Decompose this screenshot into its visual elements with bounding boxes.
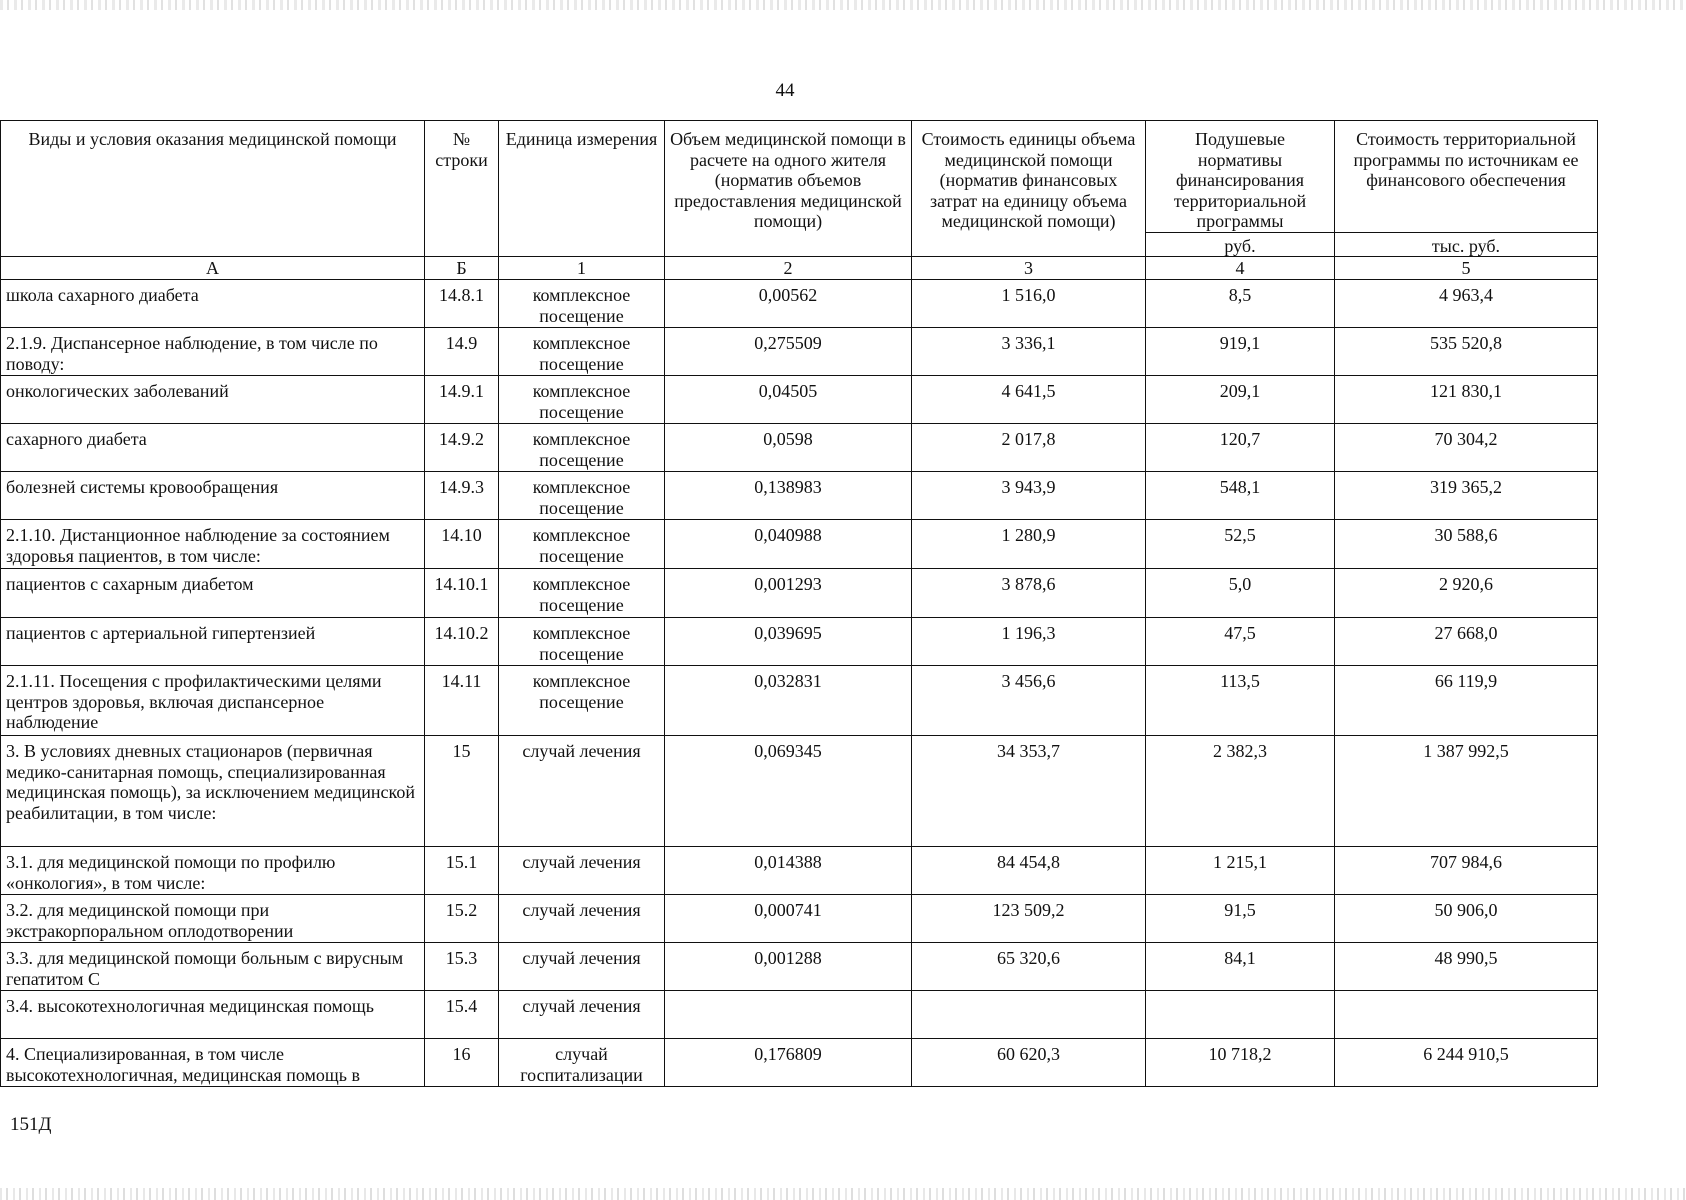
row-volume: 0,176809	[665, 1039, 912, 1087]
row-volume: 0,04505	[665, 376, 912, 424]
row-name: болезней системы кровообращения	[1, 472, 425, 520]
table-row	[1, 618, 1598, 666]
row-per-capita: 120,7	[1146, 424, 1335, 472]
column-letter: 4	[1146, 257, 1335, 280]
row-unit: комплексное посещение	[499, 618, 665, 666]
row-per-capita: 52,5	[1146, 520, 1335, 569]
header-col-a: Виды и условия оказания медицинской помощи	[1, 121, 425, 257]
row-volume	[665, 991, 912, 1039]
row-total: 66 119,9	[1335, 666, 1598, 736]
row-number: 15.4	[425, 991, 499, 1039]
row-unit-cost: 1 196,3	[912, 618, 1146, 666]
row-unit-cost: 4 641,5	[912, 376, 1146, 424]
row-name: онкологических заболеваний	[1, 376, 425, 424]
row-number: 15.1	[425, 847, 499, 895]
row-total: 4 963,4	[1335, 280, 1598, 328]
table-row	[1, 666, 1598, 736]
row-total: 30 588,6	[1335, 520, 1598, 569]
table-row	[1, 569, 1598, 618]
row-per-capita: 47,5	[1146, 618, 1335, 666]
column-letter: А	[1, 257, 425, 280]
unit-col-4: руб.	[1146, 232, 1335, 257]
row-unit-cost: 3 878,6	[912, 569, 1146, 618]
table-row	[1, 520, 1598, 569]
header-col-5: Стоимость территориальной программы по источникам ее финансового обеспечения	[1335, 121, 1598, 233]
row-volume: 0,032831	[665, 666, 912, 736]
row-number: 14.10	[425, 520, 499, 569]
column-letter: 2	[665, 257, 912, 280]
table-row	[1, 895, 1598, 943]
row-unit: случай лечения	[499, 895, 665, 943]
row-per-capita: 2 382,3	[1146, 736, 1335, 847]
row-total: 27 668,0	[1335, 618, 1598, 666]
row-name: школа сахарного диабета	[1, 280, 425, 328]
footer-code: 151Д	[10, 1114, 52, 1135]
row-name: 2.1.11. Посещения с профилактическими целями центров здоровья, включая диспансерное наблюдение	[1, 666, 425, 736]
row-volume: 0,039695	[665, 618, 912, 666]
row-per-capita: 10 718,2	[1146, 1039, 1335, 1087]
row-total	[1335, 991, 1598, 1039]
row-unit-cost: 60 620,3	[912, 1039, 1146, 1087]
row-volume: 0,000741	[665, 895, 912, 943]
table-row	[1, 736, 1598, 847]
row-total: 50 906,0	[1335, 895, 1598, 943]
row-unit: случай лечения	[499, 847, 665, 895]
header-row	[1, 121, 1598, 233]
row-volume: 0,0598	[665, 424, 912, 472]
row-unit: комплексное посещение	[499, 520, 665, 569]
row-number: 14.9.3	[425, 472, 499, 520]
row-name: 3.1. для медицинской помощи по профилю «онкология», в том числе:	[1, 847, 425, 895]
row-unit: случай лечения	[499, 943, 665, 991]
row-per-capita: 548,1	[1146, 472, 1335, 520]
column-letter: 1	[499, 257, 665, 280]
column-letter-row	[1, 257, 1598, 280]
row-volume: 0,001288	[665, 943, 912, 991]
row-total: 535 520,8	[1335, 328, 1598, 376]
table-row	[1, 1039, 1598, 1087]
row-name: 3.3. для медицинской помощи больным с вирусным гепатитом С	[1, 943, 425, 991]
row-number: 14.8.1	[425, 280, 499, 328]
row-volume: 0,001293	[665, 569, 912, 618]
row-unit: комплексное посещение	[499, 328, 665, 376]
row-unit: случай лечения	[499, 736, 665, 847]
row-number: 14.10.1	[425, 569, 499, 618]
row-unit-cost: 65 320,6	[912, 943, 1146, 991]
row-name: 4. Специализированная, в том числе высокотехнологичная, медицинская помощь в	[1, 1039, 425, 1087]
row-name: 3.2. для медицинской помощи при экстракорпоральном оплодотворении	[1, 895, 425, 943]
row-unit: комплексное посещение	[499, 280, 665, 328]
row-total: 6 244 910,5	[1335, 1039, 1598, 1087]
row-unit: комплексное посещение	[499, 424, 665, 472]
row-number: 15	[425, 736, 499, 847]
table-row	[1, 472, 1598, 520]
table-row	[1, 328, 1598, 376]
row-number: 15.3	[425, 943, 499, 991]
page-number: 44	[775, 80, 795, 101]
row-unit-cost: 2 017,8	[912, 424, 1146, 472]
row-number: 14.11	[425, 666, 499, 736]
row-number: 14.9.1	[425, 376, 499, 424]
column-letter: Б	[425, 257, 499, 280]
row-per-capita: 84,1	[1146, 943, 1335, 991]
header-col-1: Единица измерения	[499, 121, 665, 257]
row-volume: 0,014388	[665, 847, 912, 895]
row-name: пациентов с сахарным диабетом	[1, 569, 425, 618]
table-row	[1, 376, 1598, 424]
row-unit: случай госпитализации	[499, 1039, 665, 1087]
row-name: 3. В условиях дневных стационаров (первичная медико-санитарная помощь, специализированная медицинская помощь), за исключением медицинской реабилитации, в том числе:	[1, 736, 425, 847]
row-total: 48 990,5	[1335, 943, 1598, 991]
row-total: 319 365,2	[1335, 472, 1598, 520]
row-unit-cost: 123 509,2	[912, 895, 1146, 943]
unit-col-5: тыс. руб.	[1335, 232, 1598, 257]
row-name: 2.1.10. Дистанционное наблюдение за состоянием здоровья пациентов, в том числе:	[1, 520, 425, 569]
row-per-capita: 209,1	[1146, 376, 1335, 424]
row-volume: 0,275509	[665, 328, 912, 376]
table-row	[1, 280, 1598, 328]
row-unit-cost: 1 280,9	[912, 520, 1146, 569]
row-name: сахарного диабета	[1, 424, 425, 472]
row-unit-cost	[912, 991, 1146, 1039]
row-unit: комплексное посещение	[499, 666, 665, 736]
row-per-capita: 5,0	[1146, 569, 1335, 618]
table-row	[1, 943, 1598, 991]
row-unit-cost: 34 353,7	[912, 736, 1146, 847]
row-per-capita	[1146, 991, 1335, 1039]
table-row	[1, 991, 1598, 1039]
scan-edge-bottom	[0, 1188, 1686, 1200]
header-col-2: Объем медицинской помощи в расчете на одного жителя (норматив объемов предоставления медицинской помощи)	[665, 121, 912, 257]
row-total: 121 830,1	[1335, 376, 1598, 424]
table-row	[1, 424, 1598, 472]
row-per-capita: 113,5	[1146, 666, 1335, 736]
row-total: 2 920,6	[1335, 569, 1598, 618]
row-total: 70 304,2	[1335, 424, 1598, 472]
row-unit-cost: 3 943,9	[912, 472, 1146, 520]
row-total: 707 984,6	[1335, 847, 1598, 895]
row-volume: 0,138983	[665, 472, 912, 520]
scan-edge-top	[0, 0, 1686, 10]
row-volume: 0,00562	[665, 280, 912, 328]
row-per-capita: 1 215,1	[1146, 847, 1335, 895]
row-name: 2.1.9. Диспансерное наблюдение, в том числе по поводу:	[1, 328, 425, 376]
header-col-3: Стоимость единицы объема медицинской помощи (норматив финансовых затрат на единицу объема медицинской помощи)	[912, 121, 1146, 257]
row-total: 1 387 992,5	[1335, 736, 1598, 847]
row-name: 3.4. высокотехнологичная медицинская помощь	[1, 991, 425, 1039]
row-number: 14.9	[425, 328, 499, 376]
row-per-capita: 919,1	[1146, 328, 1335, 376]
row-unit: случай лечения	[499, 991, 665, 1039]
row-name: пациентов с артериальной гипертензией	[1, 618, 425, 666]
table-row	[1, 847, 1598, 895]
row-unit: комплексное посещение	[499, 472, 665, 520]
row-number: 14.10.2	[425, 618, 499, 666]
row-unit-cost: 84 454,8	[912, 847, 1146, 895]
row-unit-cost: 1 516,0	[912, 280, 1146, 328]
table-body	[1, 257, 1598, 1087]
row-number: 15.2	[425, 895, 499, 943]
row-volume: 0,069345	[665, 736, 912, 847]
row-number: 16	[425, 1039, 499, 1087]
header-col-b: № строки	[425, 121, 499, 257]
row-per-capita: 8,5	[1146, 280, 1335, 328]
column-letter: 5	[1335, 257, 1598, 280]
row-unit: комплексное посещение	[499, 569, 665, 618]
column-letter: 3	[912, 257, 1146, 280]
financing-table	[0, 120, 1598, 1087]
row-volume: 0,040988	[665, 520, 912, 569]
row-number: 14.9.2	[425, 424, 499, 472]
row-unit-cost: 3 456,6	[912, 666, 1146, 736]
row-unit: комплексное посещение	[499, 376, 665, 424]
row-per-capita: 91,5	[1146, 895, 1335, 943]
row-unit-cost: 3 336,1	[912, 328, 1146, 376]
header-col-4: Подушевые нормативы финансирования территориальной программы	[1146, 121, 1335, 233]
